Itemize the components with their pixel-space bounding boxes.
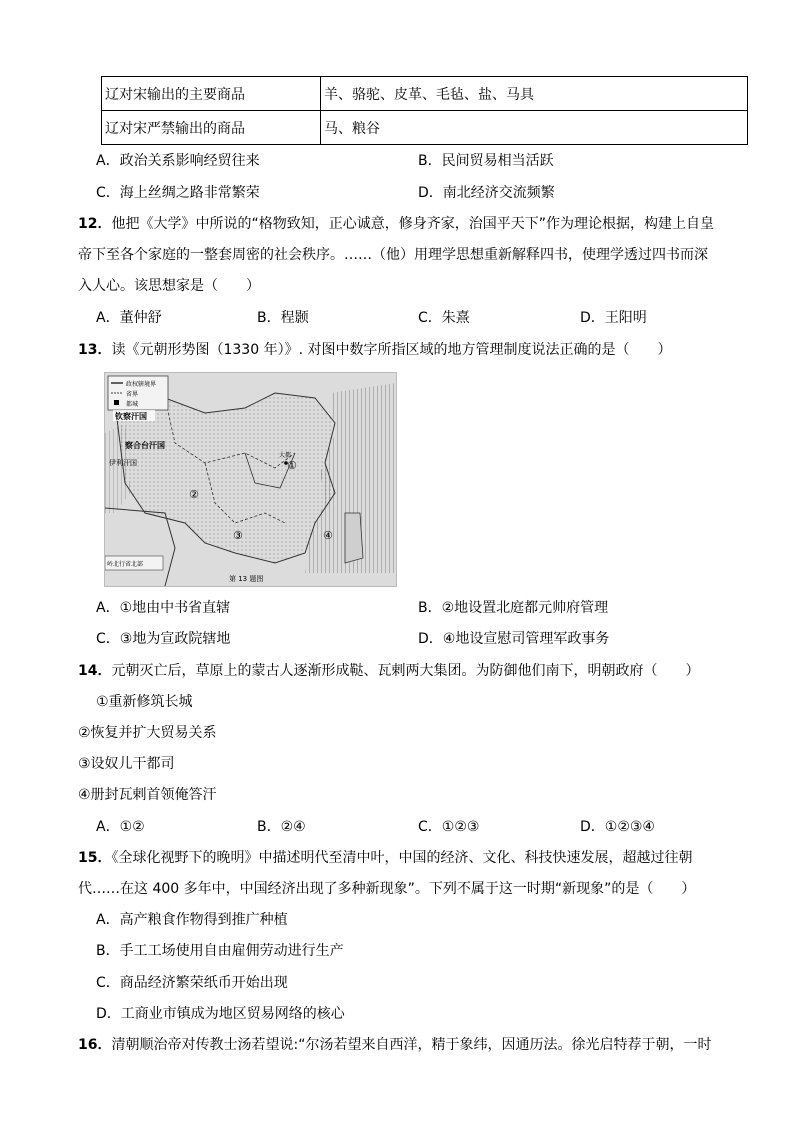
map-label-chagatai: 察合台汗国 [125, 441, 165, 450]
table-cell: 马、粮谷 [321, 111, 748, 145]
q14-item-2: ②恢复并扩大贸易关系 [78, 725, 217, 741]
map-graphic [105, 373, 396, 586]
map-inset-label: 岭北行省北部 [107, 561, 144, 568]
island [345, 513, 363, 563]
map-marker-4: ④ [323, 529, 333, 542]
q15-stem-line-2: 代……在这 400 多年中，中国经济出现了多种新现象”。下列不属于这一时期“新现象”的是（ ） [78, 881, 696, 897]
q15-option-a: A．高产粮食作物得到推广种植 [96, 912, 288, 928]
q12-option-b: B．程颢 [257, 310, 309, 326]
q12-stem-line-2: 帝下至各个家庭的一整套周密的社会秩序。……（他）用理学思想重新解释四书，使理学透过四书而深 [78, 247, 708, 263]
map-label-ilkhanate: 伊利汗国 [109, 459, 137, 467]
q14-number: 14． [78, 663, 112, 679]
q13-stem [78, 340, 671, 360]
q13-option-c: C．③地为宣政院辖地 [96, 631, 231, 647]
q12-option-a: A．董仲舒 [96, 310, 162, 326]
q16-stem [78, 1035, 711, 1055]
q13-option-b: B．②地设置北庭都元帅府管理 [418, 600, 609, 616]
legend-label: 都城 [126, 401, 139, 408]
q12-option-d: D．王阳明 [580, 310, 647, 326]
q12-stem-line-1 [78, 214, 714, 234]
q13-option-a: A．①地由中书省直辖 [96, 600, 231, 616]
legend-label: 政权辖境界 [126, 381, 157, 388]
map-label-kipchak: 钦察汗国 [115, 412, 147, 421]
q11-option-b: B．民间贸易相当活跃 [418, 153, 554, 169]
q15-option-c: C．商品经济繁荣纸币开始出现 [96, 975, 288, 991]
map-marker-1: ① [287, 459, 297, 472]
map-caption: 第 13 题图 [229, 575, 264, 583]
q14-option-c: C．①②③ [418, 819, 480, 835]
q14-stem-text: 元朝灭亡后，草原上的蒙古人逐渐形成鞑、瓦剌两大集团。为防御他们南下，明朝政府（ ） [111, 663, 700, 679]
q13-number: 13． [78, 342, 112, 358]
q12-number: 12． [78, 216, 112, 232]
q12-option-c: C．朱熹 [418, 310, 470, 326]
table-row [102, 77, 748, 111]
q14-option-b: B．②④ [257, 819, 306, 835]
q13-stem-text: 读《元朝形势图（1330 年）》. 对图中数字所指区域的地方管理制度说法正确的是（ ） [111, 342, 672, 358]
q15-option-d: D．工商业市镇成为地区贸易网络的核心 [96, 1006, 345, 1022]
table-cell: 辽对宋严禁输出的商品 [102, 111, 321, 145]
q15-option-b: B．手工工场使用自由雇佣劳动进行生产 [96, 943, 344, 959]
q14-item-1: ①重新修筑长城 [96, 694, 193, 710]
table-cell: 辽对宋输出的主要商品 [102, 77, 321, 111]
q15-stem-text: 《全球化视野下的晚明》中描述明代至清中叶，中国的经济、文化、科技快速发展，超越过往朝 [111, 850, 693, 866]
q11-option-a: A．政治关系影响经贸往来 [96, 153, 260, 169]
q15-number: 15． [78, 850, 112, 866]
q14-item-4: ④册封瓦剌首领俺答汗 [78, 787, 217, 803]
q16-number: 16． [78, 1037, 112, 1053]
q14-stem [78, 661, 699, 681]
yuan-dynasty-map [104, 372, 397, 587]
table-cell: 羊、骆驼、皮革、毛毡、盐、马具 [321, 77, 748, 111]
map-label-dadu: 大都 [279, 452, 292, 459]
trade-table [101, 76, 748, 145]
map-marker-3: ③ [233, 529, 243, 542]
legend-label: 省界 [126, 391, 139, 398]
q11-option-c: C．海上丝绸之路非常繁荣 [96, 185, 260, 201]
q12-stem-line-3: 入人心。该思想家是（ ） [78, 278, 260, 294]
q14-option-a: A．①② [96, 819, 145, 835]
table-row [102, 111, 748, 145]
q15-stem-line-1 [78, 848, 692, 868]
q14-option-d: D．①②③④ [580, 819, 655, 835]
q13-option-d: D．④地设宣慰司管理军政事务 [418, 631, 610, 647]
q11-option-d: D．南北经济交流频繁 [418, 185, 555, 201]
q14-item-3: ③设奴儿干都司 [78, 756, 175, 772]
q12-stem-text: 他把《大学》中所说的“格物致知，正心诚意，修身齐家，治国平天下”作为理论根据，构建上自皇 [111, 216, 714, 232]
map-marker-2: ② [189, 488, 199, 501]
q16-stem-text: 清朝顺治帝对传教士汤若望说:“尔汤若望来自西洋，精于象纬，因通历法。徐光启特荐于朝，一时 [111, 1037, 712, 1053]
